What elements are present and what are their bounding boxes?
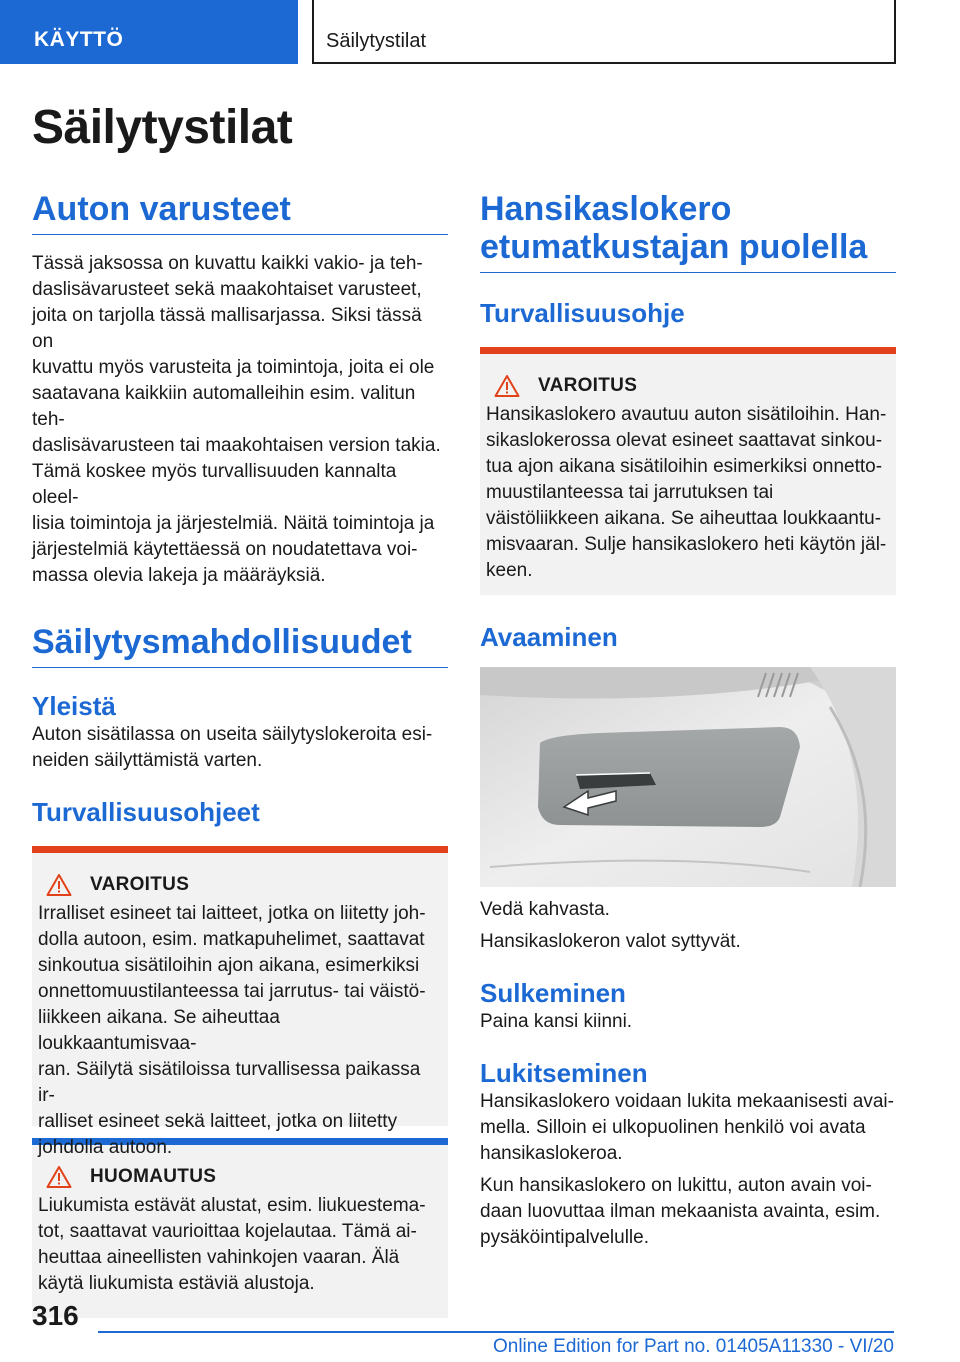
notice-box-anti-slip bbox=[32, 1138, 448, 1318]
heading-equipment: Auton varusteet bbox=[32, 190, 448, 235]
warning-triangle-icon bbox=[46, 873, 72, 897]
paragraph-general: Auton sisätilassa on useita säilytyslokeroita esi- neiden säilyttämistä varten. bbox=[32, 724, 433, 771]
left-column bbox=[32, 190, 448, 1318]
warning-text: Hansikaslokero avautuu auton sisätiloihin. Han- sikaslokerossa olevat esineet saattavat sinkou- tua ajon aikana sisätiloihin esimerkiksi onnetto- muustilanteessa tai jarrutuksen tai väistöliikkeen aikana. Se aiheuttaa loukkaantu- misvaaran. Sulje hansikaslokero heti käytön jäl- keen. bbox=[486, 404, 887, 581]
paragraph-equipment: Tässä jaksossa on kuvattu kaikki vakio- ja teh- daslisävarusteet sekä maakohtaiset varusteet, joita on tarjolla tässä mallisarjassa. Siksi tässä on kuvattu myös varusteita ja toimintoja, joita ei ole saatavana kaikkiin automalleihin esim. valitun teh- daslisävarusteen tai maakohtaisen version takia. Tämä koskee myös turvallisuuden kannalta oleel- lisia toimintoja ja järjestelmiä. Näitä toimintoja ja järjestelmiä käytettäessä on noudatettava voi- massa olevia lakeja ja määräyksiä. bbox=[32, 253, 441, 586]
right-column bbox=[480, 190, 896, 1251]
notice-text: Liukumista estävät alustat, esim. liukuestema- tot, saattavat vaurioittaa kojelautaa. Tämä ai- heuttaa aineellisten vahinkojen vaaran. Älä käytä liukumista estäviä alustoja. bbox=[38, 1195, 426, 1294]
heading-general: Yleistä bbox=[32, 691, 116, 721]
header-chapter-label: Säilytystilat bbox=[326, 30, 427, 52]
warning-box-loose-items bbox=[32, 846, 448, 1158]
warning-triangle-icon bbox=[46, 1165, 72, 1189]
warning-label: VAROITUS bbox=[90, 874, 190, 895]
glovebox-photo bbox=[480, 667, 896, 887]
paragraph-open-step-2: Hansikaslokeron valot syttyvät. bbox=[480, 931, 741, 952]
footer-edition: Online Edition for Part no. 01405A11330 - VI/20 bbox=[492, 1336, 894, 1357]
warning-text: Irralliset esineet tai laitteet, jotka on liitetty joh- dolla autoon, esim. matkapuhelimet, saattavat sinkoutua sisätiloihin ajon aikana, esimerkiksi onnettomuustilanteessa tai jarrutus- tai väistö- liikkeen aikana. Se aiheuttaa loukkaantumisvaa- ran. Säilytä sisätiloissa turvallisessa paikassa ir- ralliset esineet sekä laitteet, jotka on liitetty johdolla autoon. bbox=[38, 903, 426, 1158]
header-section-label: KÄYTTÖ bbox=[34, 28, 124, 51]
paragraph-locking-2: Kun hansikaslokero on lukittu, auton avain voi- daan luovuttaa ilman mekaanista avainta, esim. pysäköintipalvelulle. bbox=[480, 1175, 881, 1248]
paragraph-locking-1: Hansikaslokero voidaan lukita mekaanisesti avai- mella. Silloin ei ulkopuolinen henkilö voi avata hansikaslokeroa. bbox=[480, 1091, 894, 1164]
warning-triangle-icon bbox=[494, 374, 520, 398]
heading-opening: Avaaminen bbox=[480, 622, 618, 652]
heading-closing: Sulkeminen bbox=[480, 978, 626, 1008]
warning-label: VAROITUS bbox=[538, 375, 638, 396]
heading-safety-note: Turvallisuusohje bbox=[480, 298, 685, 328]
heading-safety-notes: Turvallisuusohjeet bbox=[32, 797, 260, 827]
heading-glovebox: Hansikaslokero etumatkustajan puolella bbox=[480, 190, 896, 273]
header-chapter-box bbox=[312, 0, 896, 64]
warning-box-glovebox bbox=[480, 347, 896, 595]
footer-rule bbox=[98, 1331, 894, 1333]
paragraph-open-step-1: Vedä kahvasta. bbox=[480, 899, 610, 920]
notice-label: HUOMAUTUS bbox=[90, 1166, 217, 1187]
heading-storage-options: Säilytysmahdollisuudet bbox=[32, 623, 448, 668]
paragraph-closing: Paina kansi kiinni. bbox=[480, 1011, 633, 1032]
page-number: 316 bbox=[32, 1300, 79, 1331]
heading-locking: Lukitseminen bbox=[480, 1058, 648, 1088]
header-section-tab bbox=[0, 0, 298, 64]
page-title: Säilytystilat bbox=[32, 101, 293, 154]
